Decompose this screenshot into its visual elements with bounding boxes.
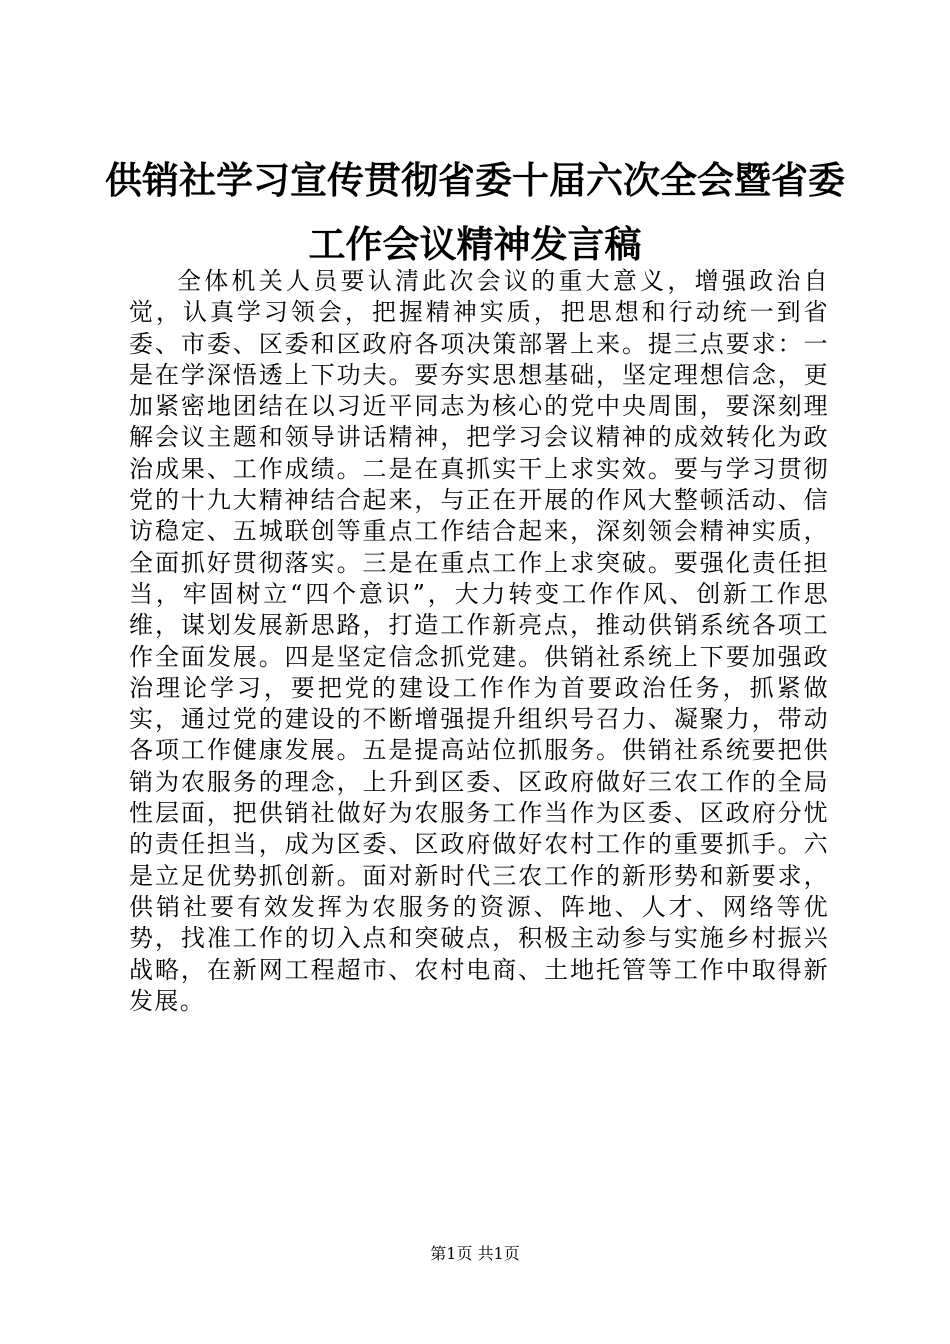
document-title-line-2: 工作会议精神发言稿 [308,222,642,266]
page-number-footer: 第1页 共1页 [430,1244,520,1263]
document-title-line-1: 供销社学习宣传贯彻省委十届六次全会暨省委 [105,158,845,202]
document-body-paragraph: 全体机关人员要认清此次会议的重大意义，增强政治自觉，认真学习领会，把握精神实质，把思想和行动统一到省委、市委、区委和区政府各项决策部署上来。提三点要求：一是在学深悟透上下功夫。要夯实思想基础，坚定理想信念，更加紧密地团结在以习近平同志为核心的党中央周围，要深刻理解会议主题和领导讲话精神，把学习会议精神的成效转化为政治成果、工作成绩。二是在真抓实干上求实效。要与学习贯彻党的十九大精神结合起来，与正在开展的作风大整顿活动、信访稳定、五城联创等重点工作结合起来，深刻领会精神实质，全面抓好贯彻落实。三是在重点工作上求突破。要强化责任担当，牢固树立“四个意识”，大力转变工作作风、创新工作思维，谋划发展新思路，打造工作新亮点，推动供销系统各项工作全面发展。四是坚定信念抓党建。供销社系统上下要加强政治理论学习，要把党的建设工作作为首要政治任务，抓紧做实，通过党的建设的不断增强提升组织号召力、凝聚力，带动各项工作健康发展。五是提高站位抓服务。供销社系统要把供销为农服务的理念，上升到区委、区政府做好三农工作的全局性层面，把供销社做好为农服务工作当作为区委、区政府分忧的责任担当，成为区委、区政府做好农村工作的重要抓手。六是立足优势抓创新。面对新时代三农工作的新形势和新要求，供销社要有效发挥为农服务的资源、阵地、人才、网络等优势，找准工作的切入点和突破点，积极主动参与实施乡村振兴战略，在新网工程超市、农村电商、土地托管等工作中取得新发展。 [129,267,829,1015]
